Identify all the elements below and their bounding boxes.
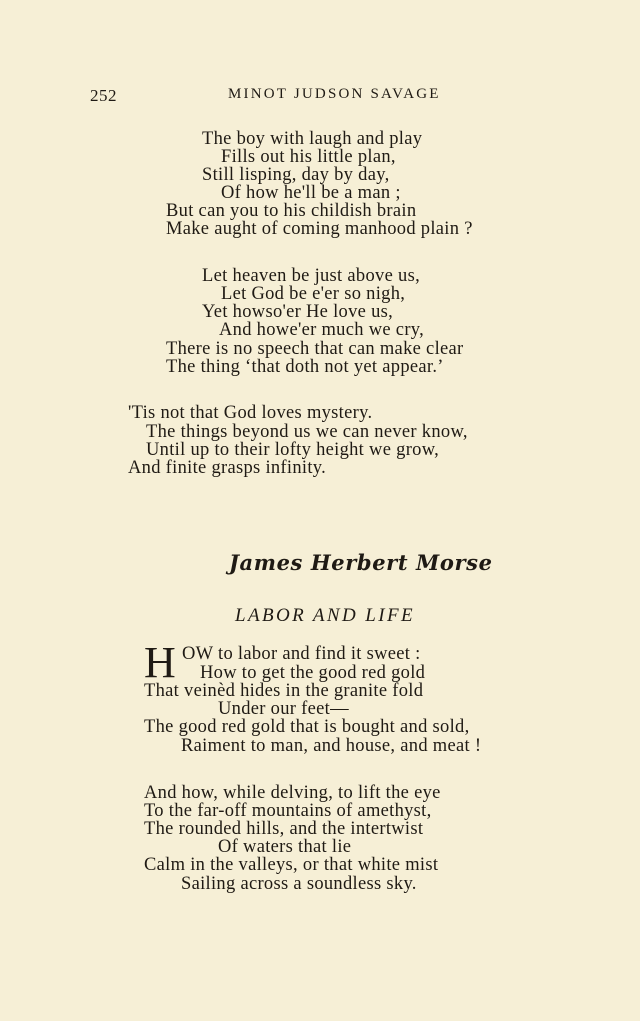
poem-line: Until up to their lofty height we grow, bbox=[146, 440, 440, 460]
poem-line: Calm in the valleys, or that white mist bbox=[144, 855, 439, 875]
poem-line: Fills out his little plan, bbox=[221, 147, 396, 167]
poem-line: The rounded hills, and the intertwist bbox=[144, 819, 424, 839]
poem-line: But can you to his childish brain bbox=[166, 201, 417, 221]
poem-line: Under our feet— bbox=[218, 699, 349, 719]
poem-line: And howe'er much we cry, bbox=[219, 320, 425, 340]
poem-line: Of waters that lie bbox=[218, 837, 352, 857]
poem-line: The boy with laugh and play bbox=[202, 129, 423, 149]
poem-line: The good red gold that is bought and sold, bbox=[144, 717, 470, 737]
poem-line: To the far-off mountains of amethyst, bbox=[144, 801, 432, 821]
poem-line: OW to labor and find it sweet : bbox=[182, 644, 421, 664]
poem-line: Of how he'll be a man ; bbox=[221, 183, 401, 203]
page-number: 252 bbox=[90, 86, 117, 105]
poem-line: Yet howso'er He love us, bbox=[202, 302, 394, 322]
poem-line: And finite grasps infinity. bbox=[128, 458, 327, 478]
poem-line: 'Tis not that God loves mystery. bbox=[128, 403, 373, 423]
author-name: James Herbert Morse bbox=[229, 550, 493, 575]
poem-line: The things beyond us we can never know, bbox=[146, 422, 468, 442]
poem-line: Let heaven be just above us, bbox=[202, 266, 420, 286]
poem-line: Make aught of coming manhood plain ? bbox=[166, 219, 473, 239]
poem-line: Let God be e'er so nigh, bbox=[221, 284, 406, 304]
poem-line: There is no speech that can make clear bbox=[166, 339, 464, 359]
poem-line: And how, while delving, to lift the eye bbox=[144, 783, 441, 803]
running-head: MINOT JUDSON SAVAGE bbox=[228, 86, 441, 102]
poem-line: The thing ‘that doth not yet appear.’ bbox=[166, 357, 444, 377]
poem-line: Sailing across a soundless sky. bbox=[181, 874, 417, 894]
poem-line: How to get the good red gold bbox=[200, 663, 426, 683]
poem-line: Raiment to man, and house, and meat ! bbox=[181, 736, 482, 756]
poem-title: LABOR AND LIFE bbox=[235, 605, 415, 626]
poem-line: That veinèd hides in the granite fold bbox=[144, 681, 424, 701]
poem-line: Still lisping, day by day, bbox=[202, 165, 390, 185]
drop-cap: H bbox=[144, 638, 176, 687]
